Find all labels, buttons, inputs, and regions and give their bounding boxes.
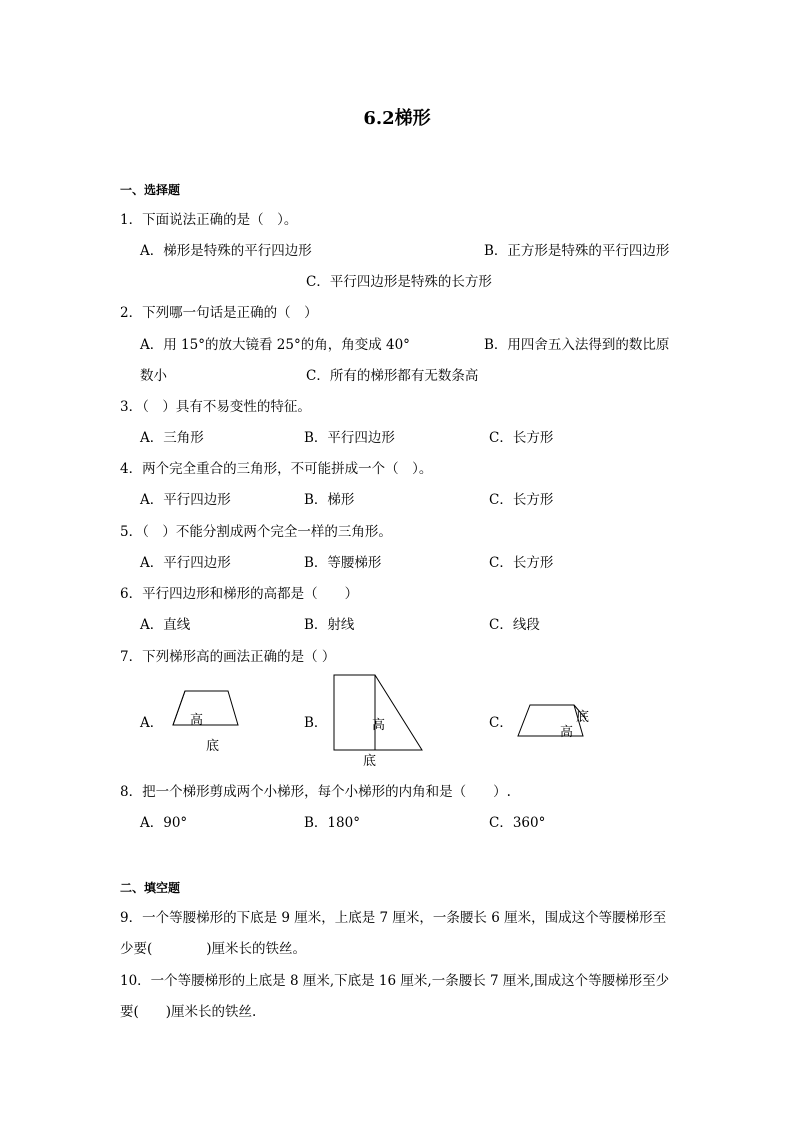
question-4-option-b: B．梯形 [304, 492, 355, 508]
question-9-line-2: 少要( )厘米长的铁丝。 [120, 941, 307, 957]
question-6-option-c: C．线段 [489, 617, 540, 633]
question-1-option-a: A．梯形是特殊的平行四边形 [140, 243, 312, 259]
question-8-option-a: A．90° [140, 815, 188, 831]
question-2-option-a: A．用 15°的放大镜看 25°的角，角变成 40° [140, 337, 410, 353]
question-5-option-b: B．等腰梯形 [304, 555, 382, 571]
question-3-stem: 3．（ ）具有不易变性的特征。 [120, 399, 311, 415]
question-4-option-a: A．平行四边形 [140, 492, 231, 508]
question-7-option-a: A． [140, 715, 164, 731]
question-9-line-1: 9．一个等腰梯形的下底是 9 厘米，上底是 7 厘米，一条腰长 6 厘米，围成这个等腰梯形至 [120, 910, 667, 926]
question-6-stem: 6．平行四边形和梯形的高都是（ ） [120, 586, 359, 602]
figure-a-trapezoid [168, 686, 244, 758]
question-1-option-b: B．正方形是特殊的平行四边形 [484, 243, 670, 259]
section-heading-choice: 一、选择题 [120, 183, 181, 197]
question-1-stem: 1．下面说法正确的是（ ）。 [120, 212, 298, 228]
question-6-option-b: B．射线 [304, 617, 355, 633]
question-3-option-b: B．平行四边形 [304, 430, 395, 446]
question-2-option-b-continued: 数小 [140, 368, 167, 384]
question-7-option-b: B． [304, 715, 328, 731]
figure-a-height-label: 高 [190, 713, 204, 728]
question-3-option-a: A．三角形 [140, 430, 204, 446]
figure-a-base-label: 底 [206, 739, 220, 754]
figure-c-height-label: 高 [560, 725, 574, 740]
figure-b-height-label: 高 [372, 718, 386, 733]
question-10-line-2: 要( )厘米长的铁丝. [120, 1004, 257, 1020]
question-3-option-c: C．长方形 [489, 430, 554, 446]
page-title: 6.2梯形 [363, 108, 431, 129]
question-10-line-1: 10．一个等腰梯形的上底是 8 厘米,下底是 16 厘米,一条腰长 7 厘米,围成这个等腰梯形至少 [120, 973, 670, 989]
figure-c-base-label: 底 [576, 710, 590, 725]
question-8-stem: 8．把一个梯形剪成两个小梯形，每个小梯形的内角和是（ ）. [120, 784, 511, 800]
figure-b-trapezoid [328, 670, 428, 770]
question-1-option-c: C．平行四边形是特殊的长方形 [306, 274, 492, 290]
question-6-option-a: A．直线 [140, 617, 191, 633]
question-2-stem: 2．下列哪一句话是正确的（ ） [120, 305, 318, 321]
question-7-stem: 7．下列梯形高的画法正确的是（ ） [120, 649, 336, 665]
question-8-option-b: B．180° [304, 815, 360, 831]
section-heading-fill: 二、填空题 [120, 881, 181, 895]
figure-b-base-label: 底 [363, 754, 377, 769]
question-8-option-c: C．360° [489, 815, 546, 831]
question-5-stem: 5．（ ）不能分割成两个完全一样的三角形。 [120, 524, 392, 540]
question-2-option-c: C．所有的梯形都有无数条高 [306, 368, 479, 384]
question-5-option-a: A．平行四边形 [140, 555, 231, 571]
question-4-stem: 4．两个完全重合的三角形，不可能拼成一个（ ）。 [120, 461, 433, 477]
figure-c-trapezoid [512, 700, 596, 744]
question-4-option-c: C．长方形 [489, 492, 554, 508]
question-5-option-c: C．长方形 [489, 555, 554, 571]
question-2-option-b: B．用四舍五入法得到的数比原 [484, 337, 670, 353]
question-7-option-c: C． [489, 715, 513, 731]
